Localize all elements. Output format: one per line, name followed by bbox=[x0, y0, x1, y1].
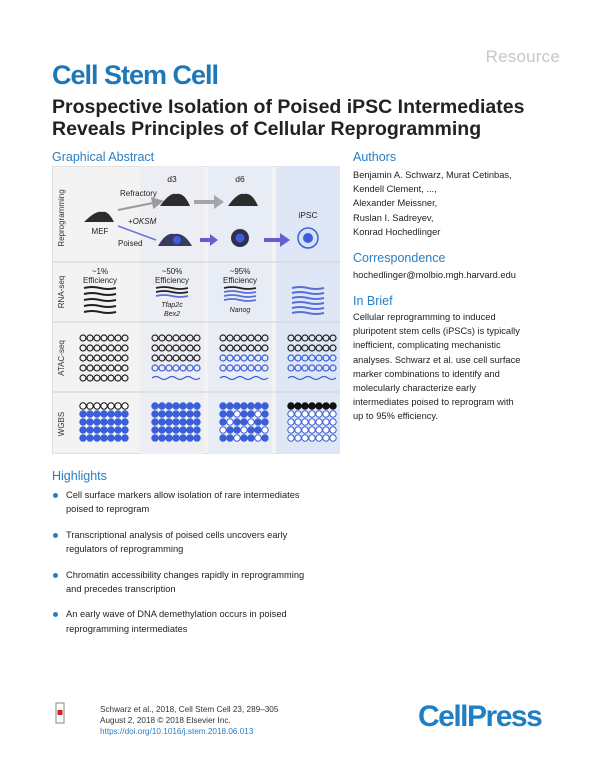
cpg-dot bbox=[159, 435, 165, 441]
row-label-atac-seq: ATAC-seq bbox=[57, 340, 66, 376]
gene-label-nanog: Nanog bbox=[229, 307, 251, 314]
cpg-dot bbox=[262, 435, 268, 441]
cpg-dot bbox=[227, 435, 233, 441]
cpg-dot bbox=[166, 411, 172, 417]
cpg-dot bbox=[122, 427, 128, 433]
authors-heading: Authors bbox=[353, 150, 397, 164]
cpg-dot bbox=[255, 435, 261, 441]
cpg-dot bbox=[330, 427, 336, 433]
cpg-dot bbox=[80, 419, 86, 425]
cpg-dot bbox=[255, 403, 261, 409]
cpg-dot bbox=[152, 419, 158, 425]
cpg-dot bbox=[302, 403, 308, 409]
cpg-dot bbox=[295, 427, 301, 433]
cpg-dot bbox=[152, 403, 158, 409]
cpg-dot bbox=[122, 403, 128, 409]
cpg-dot bbox=[227, 427, 233, 433]
cpg-dot bbox=[122, 435, 128, 441]
cpg-dot bbox=[187, 411, 193, 417]
cpg-dot bbox=[194, 403, 200, 409]
citation-footer bbox=[100, 704, 278, 737]
author-line: Kendell Clement, ..., bbox=[353, 184, 437, 195]
efficiency-label-d3: Efficiency bbox=[154, 276, 190, 285]
gene-label-bex2: Bex2 bbox=[164, 311, 180, 318]
cpg-dot bbox=[295, 419, 301, 425]
cpg-dot bbox=[108, 411, 114, 417]
cpg-dot bbox=[122, 411, 128, 417]
cpg-dot bbox=[220, 411, 226, 417]
cpg-dot bbox=[80, 435, 86, 441]
cpg-dot bbox=[262, 403, 268, 409]
cpg-dot bbox=[241, 419, 247, 425]
cpg-dot bbox=[80, 411, 86, 417]
cpg-dot bbox=[323, 411, 329, 417]
cpg-dot bbox=[241, 427, 247, 433]
cpg-dot bbox=[87, 403, 93, 409]
cpg-dot bbox=[295, 411, 301, 417]
cpg-dot bbox=[302, 419, 308, 425]
highlights-heading: Highlights bbox=[52, 469, 107, 483]
cpg-dot bbox=[159, 411, 165, 417]
cpg-dot bbox=[220, 427, 226, 433]
cpg-dot bbox=[87, 411, 93, 417]
cpg-dot bbox=[80, 403, 86, 409]
cpg-dot bbox=[173, 403, 179, 409]
stage-label-d3: d3 bbox=[167, 174, 177, 184]
cpg-dot bbox=[94, 435, 100, 441]
cpg-dot bbox=[255, 419, 261, 425]
cpg-dot bbox=[234, 419, 240, 425]
stage-label-d6: d6 bbox=[235, 174, 245, 184]
cpg-dot bbox=[180, 403, 186, 409]
cpg-dot bbox=[166, 427, 172, 433]
in-brief-line: Cellular reprogramming to induced bbox=[353, 312, 496, 322]
bookmark-icon bbox=[55, 702, 65, 724]
cpg-dot bbox=[330, 411, 336, 417]
cpg-dot bbox=[115, 435, 121, 441]
cpg-dot bbox=[187, 427, 193, 433]
cpg-dot bbox=[180, 411, 186, 417]
cpg-dot bbox=[234, 427, 240, 433]
cpg-dot bbox=[309, 403, 315, 409]
cpg-dot bbox=[316, 435, 322, 441]
cpg-dot bbox=[316, 419, 322, 425]
cpg-dot bbox=[302, 411, 308, 417]
article-title: Prospective Isolation of Poised iPSC Intermediates Reveals Principles of Cellular Reprogramming bbox=[52, 96, 525, 140]
cpg-dot bbox=[234, 411, 240, 417]
cpg-dot bbox=[316, 403, 322, 409]
cpg-dot bbox=[101, 411, 107, 417]
graphical-abstract-figure bbox=[52, 166, 340, 454]
cpg-dot bbox=[101, 427, 107, 433]
cpg-dot bbox=[302, 427, 308, 433]
correspondence-email[interactable]: hochedlinger@molbio.mgh.harvard.edu bbox=[353, 270, 516, 280]
highlight-item: Cell surface markers allow isolation of rare intermediates poised to reprogram bbox=[52, 488, 342, 516]
cpg-dot bbox=[248, 427, 254, 433]
cpg-dot bbox=[94, 419, 100, 425]
cpg-dot bbox=[159, 403, 165, 409]
cpg-dot bbox=[227, 403, 233, 409]
cpg-dot bbox=[309, 427, 315, 433]
cpg-dot bbox=[227, 411, 233, 417]
cpg-dot bbox=[187, 435, 193, 441]
cpg-dot bbox=[288, 435, 294, 441]
cpg-dot bbox=[302, 435, 308, 441]
cpg-dot bbox=[108, 403, 114, 409]
correspondence-heading: Correspondence bbox=[353, 251, 446, 265]
doi-link[interactable]: https://doi.org/10.1016/j.stem.2018.06.013 bbox=[100, 727, 254, 736]
cpg-dot bbox=[227, 419, 233, 425]
cpg-dot bbox=[288, 411, 294, 417]
refractory-label: Refractory bbox=[120, 189, 157, 198]
row-label-wgbs: WGBS bbox=[57, 411, 66, 437]
cpg-dot bbox=[80, 427, 86, 433]
cpg-dot bbox=[194, 427, 200, 433]
cpg-dot bbox=[220, 403, 226, 409]
author-line: Alexander Meissner, bbox=[353, 198, 438, 209]
cpg-dot bbox=[241, 435, 247, 441]
cpg-dot bbox=[288, 419, 294, 425]
cpg-dot bbox=[115, 411, 121, 417]
cpg-dot bbox=[288, 403, 294, 409]
row-label-rna-seq: RNA-seq bbox=[57, 275, 66, 309]
cpg-dot bbox=[262, 427, 268, 433]
cpg-dot bbox=[180, 435, 186, 441]
cpg-dot bbox=[159, 419, 165, 425]
row-label-reprogramming: Reprogramming bbox=[57, 189, 66, 247]
highlight-item: Chromatin accessibility changes rapidly in reprogramming and precedes transcription bbox=[52, 568, 342, 596]
cpg-dot bbox=[316, 427, 322, 433]
cpg-dot bbox=[122, 419, 128, 425]
cpg-dot bbox=[309, 435, 315, 441]
cpg-dot bbox=[248, 419, 254, 425]
cpg-dot bbox=[187, 419, 193, 425]
cpg-dot bbox=[101, 403, 107, 409]
efficiency-value-d3: ~50% bbox=[161, 267, 183, 276]
authors-list bbox=[353, 168, 563, 239]
in-brief-heading: In Brief bbox=[353, 294, 393, 308]
cpg-dot bbox=[248, 403, 254, 409]
cpg-dot bbox=[87, 435, 93, 441]
in-brief-line: analyses. Schwarz et al. use cell surface bbox=[353, 354, 521, 365]
cpg-dot bbox=[101, 419, 107, 425]
cpg-dot bbox=[101, 435, 107, 441]
gene-label-tfap2c: Tfap2c bbox=[161, 302, 183, 309]
cpg-dot bbox=[248, 435, 254, 441]
cpg-dot bbox=[159, 427, 165, 433]
cpg-dot bbox=[173, 435, 179, 441]
cpg-dot bbox=[323, 403, 329, 409]
highlight-item: An early wave of DNA demethylation occurs in poised reprogramming intermediates bbox=[52, 607, 342, 635]
in-brief-line: intermediates poised to reprogram with bbox=[353, 397, 514, 408]
cpg-dot bbox=[115, 403, 121, 409]
cpg-dot bbox=[309, 419, 315, 425]
cpg-dot bbox=[234, 403, 240, 409]
copyright-line: August 2, 2018 © 2018 Elsevier Inc. bbox=[100, 716, 231, 725]
poised-label: Poised bbox=[118, 239, 143, 248]
cpg-dot bbox=[194, 435, 200, 441]
cpg-dot bbox=[309, 411, 315, 417]
cpg-dot bbox=[241, 411, 247, 417]
cpg-dot bbox=[262, 411, 268, 417]
cpg-dot bbox=[152, 411, 158, 417]
efficiency-label-mef: Efficiency bbox=[82, 276, 118, 285]
cpg-dot bbox=[187, 403, 193, 409]
cpg-dot bbox=[323, 435, 329, 441]
column-panel-d3 bbox=[140, 166, 204, 454]
cpg-dot bbox=[330, 403, 336, 409]
cpg-dot bbox=[166, 403, 172, 409]
cpg-dot bbox=[166, 419, 172, 425]
cpg-dot bbox=[94, 403, 100, 409]
cpg-dot bbox=[115, 419, 121, 425]
highlights-list bbox=[52, 488, 342, 647]
cpg-dot bbox=[166, 435, 172, 441]
cpg-dot bbox=[295, 403, 301, 409]
cpg-dot bbox=[288, 427, 294, 433]
cellpress-logo: CellPress bbox=[418, 700, 542, 733]
cpg-dot bbox=[173, 411, 179, 417]
cpg-dot bbox=[330, 419, 336, 425]
efficiency-label-d6: Efficiency bbox=[222, 276, 258, 285]
cpg-dot bbox=[173, 427, 179, 433]
article-type-label: Resource bbox=[485, 47, 560, 66]
cpg-dot bbox=[255, 427, 261, 433]
cpg-dot bbox=[87, 419, 93, 425]
cpg-dot bbox=[234, 435, 240, 441]
cpg-dot bbox=[115, 427, 121, 433]
cpg-dot bbox=[173, 419, 179, 425]
cpg-dot bbox=[108, 435, 114, 441]
cpg-dot bbox=[248, 411, 254, 417]
cpg-dot bbox=[330, 435, 336, 441]
in-brief-line: inefficient, complicating mechanistic bbox=[353, 340, 501, 351]
cpg-dot bbox=[241, 403, 247, 409]
stage-label-ipsc: iPSC bbox=[298, 210, 318, 220]
cpg-dot bbox=[220, 419, 226, 425]
cpg-dot bbox=[262, 419, 268, 425]
author-line: Konrad Hochedlinger bbox=[353, 226, 441, 237]
cpg-dot bbox=[323, 419, 329, 425]
in-brief-text bbox=[353, 310, 563, 424]
highlight-item: Transcriptional analysis of poised cells uncovers early regulators of reprogramming bbox=[52, 528, 342, 556]
efficiency-value-mef: ~1% bbox=[91, 267, 109, 276]
author-line: Benjamin A. Schwarz, Murat Cetinbas, bbox=[353, 170, 512, 180]
cpg-dot bbox=[220, 435, 226, 441]
mef-label: MEF bbox=[91, 227, 109, 236]
in-brief-line: marker combinations to identify and bbox=[353, 368, 500, 379]
journal-name: Cell Stem Cell bbox=[52, 60, 219, 90]
cpg-dot bbox=[255, 411, 261, 417]
cpg-dot bbox=[316, 411, 322, 417]
cpg-dot bbox=[295, 435, 301, 441]
cpg-dot bbox=[94, 427, 100, 433]
graphical-abstract-heading: Graphical Abstract bbox=[52, 150, 155, 164]
cpg-dot bbox=[87, 427, 93, 433]
cpg-dot bbox=[108, 427, 114, 433]
author-line: Ruslan I. Sadreyev, bbox=[353, 212, 434, 223]
cpg-dot bbox=[94, 411, 100, 417]
efficiency-value-d6: ~95% bbox=[229, 267, 251, 276]
in-brief-line: molecularly characterize early bbox=[353, 383, 476, 394]
oksm-label: +OKSM bbox=[128, 217, 157, 226]
cpg-dot bbox=[152, 427, 158, 433]
cpg-dot bbox=[152, 435, 158, 441]
in-brief-line: up to 95% efficiency. bbox=[353, 411, 438, 422]
cpg-dot bbox=[180, 427, 186, 433]
cpg-dot bbox=[194, 419, 200, 425]
cpg-dot bbox=[180, 419, 186, 425]
cpg-dot bbox=[194, 411, 200, 417]
citation-line: Schwarz et al., 2018, Cell Stem Cell 23, 289–305 bbox=[100, 705, 279, 714]
cpg-dot bbox=[323, 427, 329, 433]
in-brief-line: pluripotent stem cells (iPSCs) is typically bbox=[353, 326, 520, 337]
cpg-dot bbox=[108, 419, 114, 425]
